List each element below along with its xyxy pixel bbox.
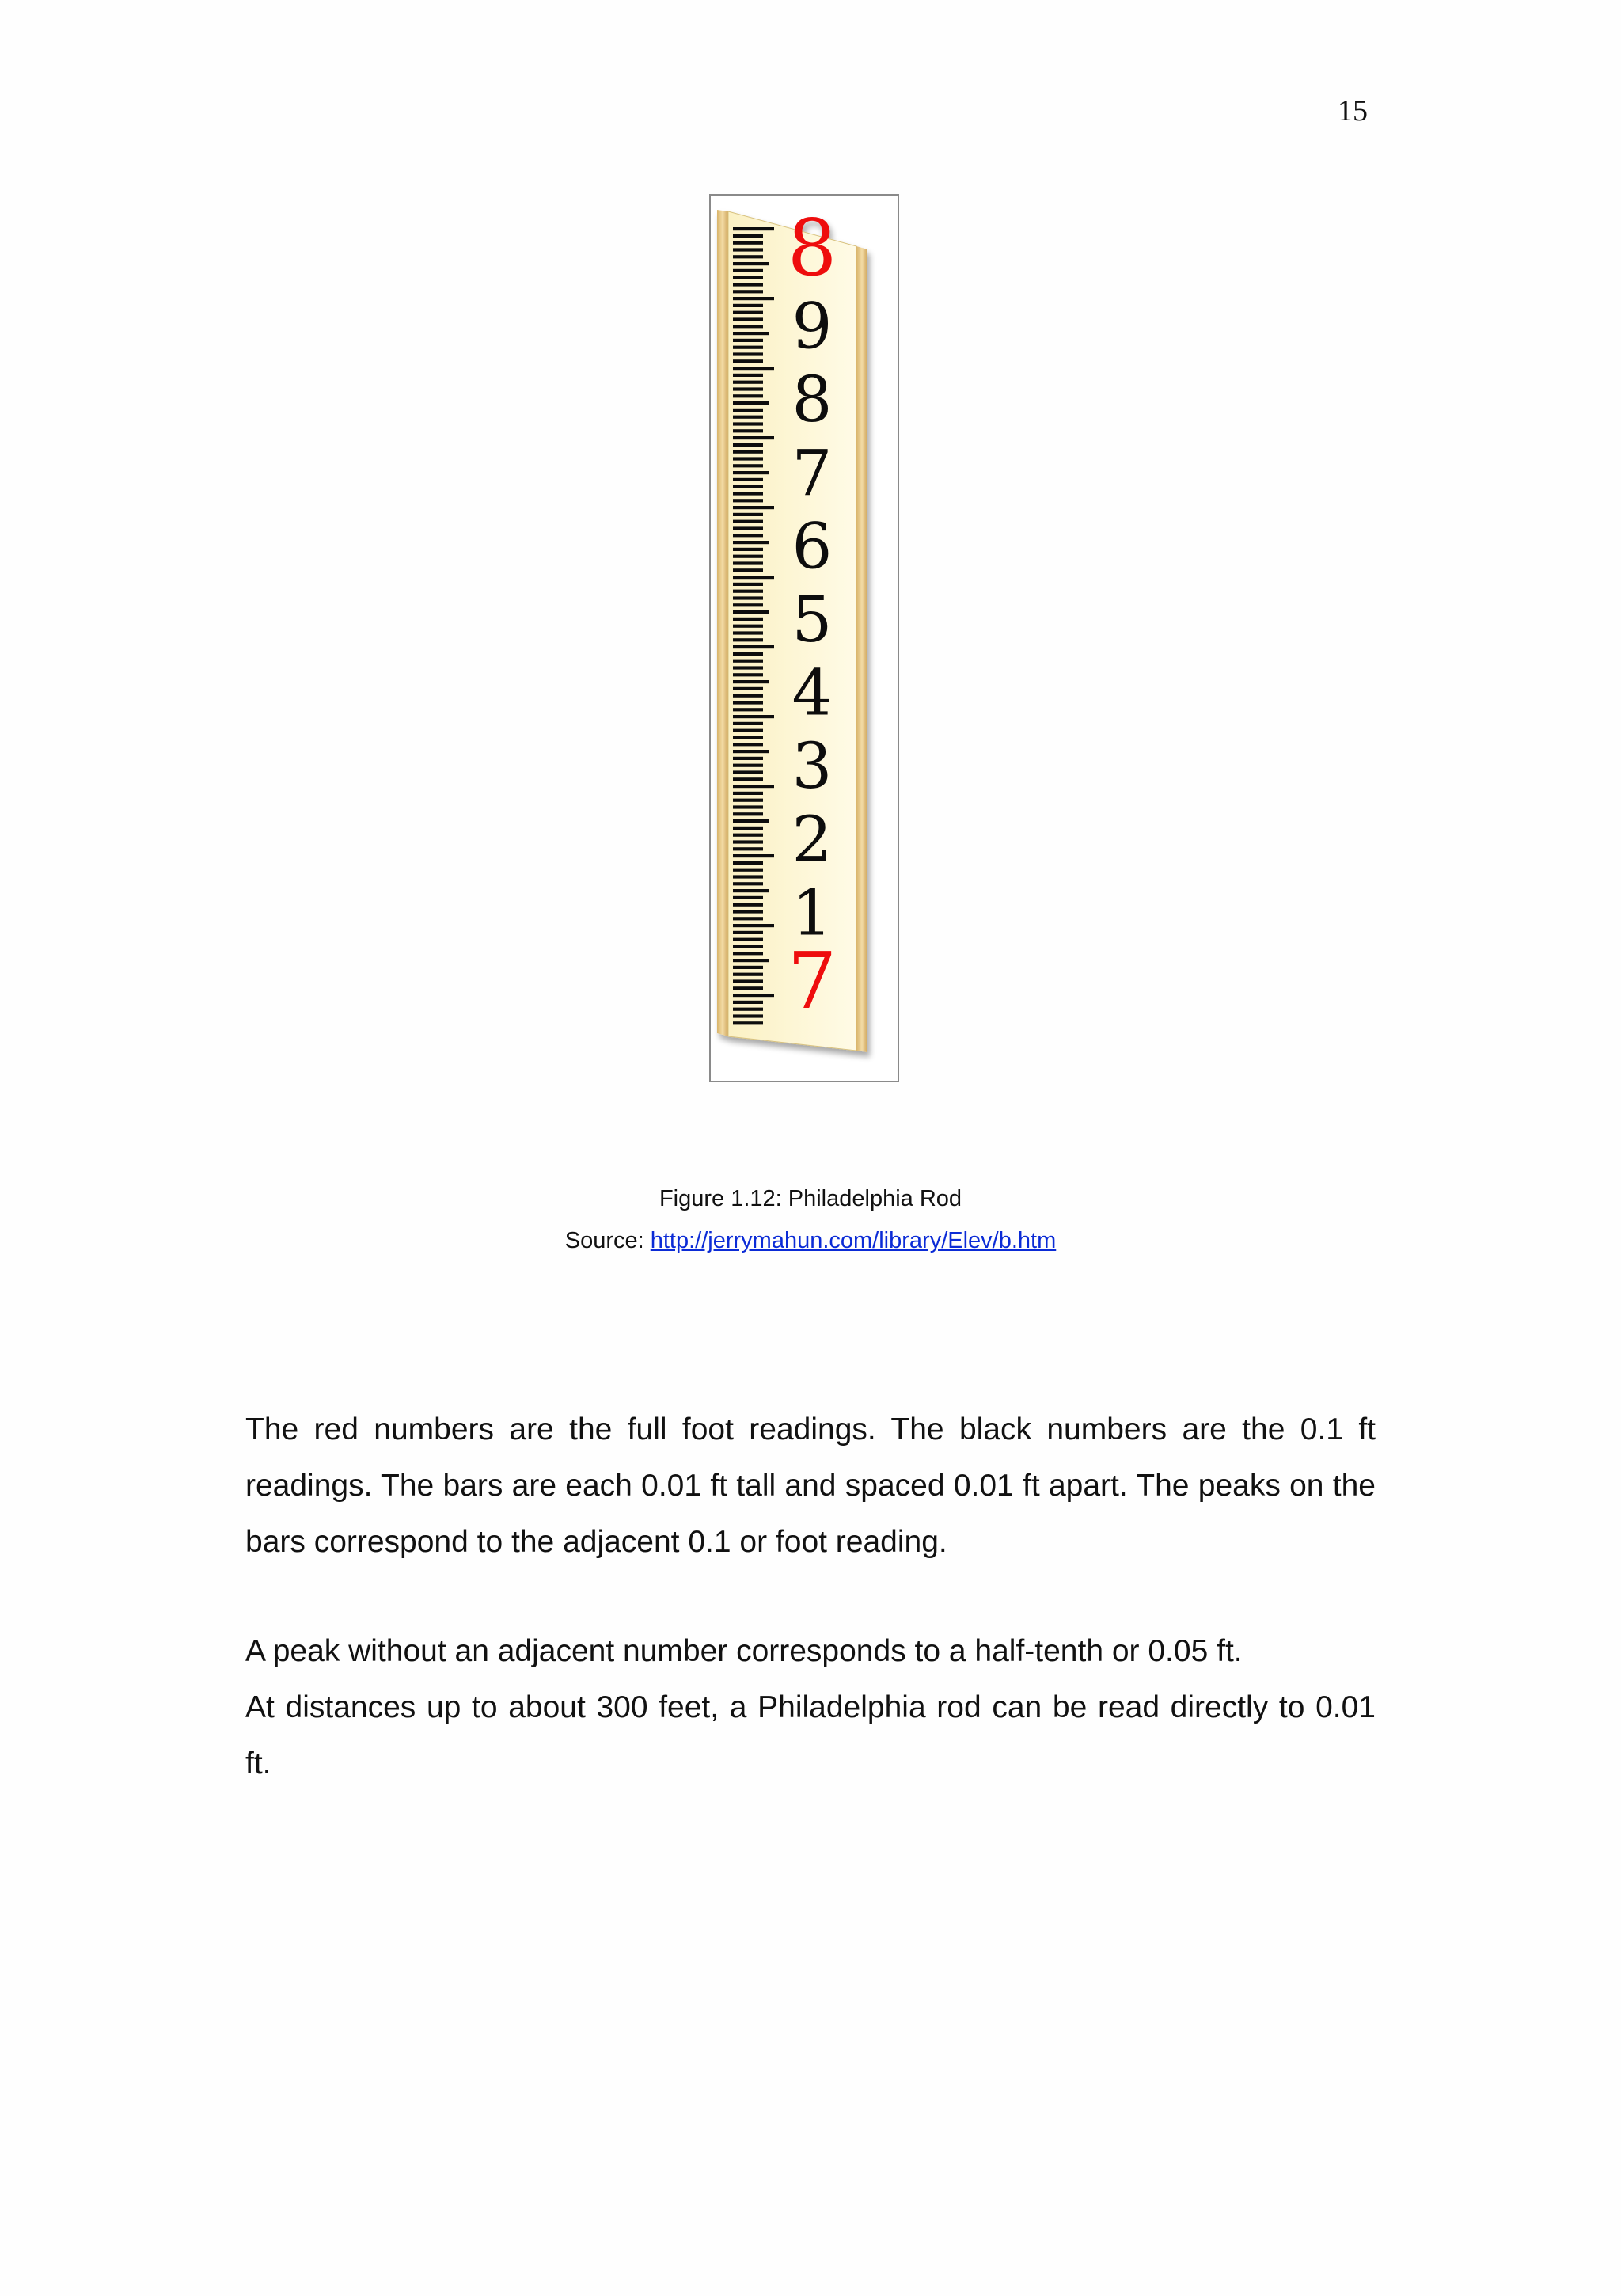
graduation-bar [733,352,763,355]
graduation-bar [733,443,763,447]
rod-foot-number: 7 [787,936,837,1027]
graduation-bar [733,603,763,606]
graduation-bar [733,910,763,913]
source-label: Source: [564,1228,651,1253]
paragraph-rod-readings: The red numbers are the full foot readings. The black numbers are the 0.1 ft readings. The bars are each 0.01 ft tall and spaced 0.01 ft apart. The peaks on the bars correspond to the adjacent 0.1 or foot reading. [245,1412,1376,1559]
rod-right-edge [856,246,867,1052]
graduation-bar [733,596,763,599]
graduation-bar [733,227,774,230]
graduation-bar [733,882,763,885]
rod-tenth-number: 3 [792,729,833,804]
graduation-bar [733,561,763,564]
graduation-bar [733,297,774,300]
graduation-bar [733,952,763,955]
graduation-bar [733,269,763,272]
graduation-bar [733,409,763,412]
figure-caption: Figure 1.12: Philadelphia Rod [659,1186,962,1211]
graduation-bar [733,799,763,802]
paragraph-reading-distance: At distances up to about 300 feet, a Philadelphia rod can be read directly to 0.01 ft. [245,1690,1376,1781]
graduation-bar [733,660,763,663]
graduation-bar [733,304,763,307]
graduation-bar [733,464,763,467]
graduation-bar [733,729,763,732]
rod-tenth-number: 9 [792,289,833,363]
graduation-bar [733,387,763,390]
graduation-bar [733,785,774,788]
graduation-bar [733,374,763,377]
graduation-bar [733,429,763,432]
graduation-bar [733,332,769,335]
graduation-bar [733,777,763,781]
graduation-bar [733,534,763,537]
graduation-bar [733,610,769,614]
rod-tenth-number: 8 [792,363,833,437]
graduation-bar [733,861,763,865]
graduation-bar [733,750,769,753]
graduation-bar [733,743,763,746]
graduation-bar [733,436,774,439]
graduation-bar [733,687,763,690]
graduation-bar [733,840,763,843]
graduation-bar [733,917,763,920]
graduation-bar [733,645,774,648]
graduation-bar [733,311,763,314]
graduation-bar [733,583,763,586]
graduation-bar [733,966,763,969]
graduation-bar [733,317,763,321]
graduation-bar [733,764,763,767]
graduation-bar [733,422,763,425]
graduation-bar [733,290,763,293]
graduation-bar [733,568,763,572]
graduation-bar [733,812,763,815]
graduation-bar [733,513,763,516]
graduation-bar [733,827,763,830]
graduation-bar [733,931,763,934]
graduation-bar [733,492,763,495]
graduation-bar [733,625,763,628]
graduation-bar [733,979,763,983]
graduation-bar [733,576,774,579]
graduation-bar [733,945,763,948]
figure-frame [709,194,899,1082]
graduation-bar [733,499,763,502]
graduation-bar [733,325,763,328]
graduation-bar [733,847,763,850]
graduation-bar [733,819,769,823]
graduation-bar [733,1014,763,1017]
graduation-bar [733,590,763,593]
graduation-bar [733,276,763,279]
rod-left-edge [717,210,728,1036]
rod-tenth-number: 4 [792,656,833,730]
graduation-bar [733,394,763,397]
graduation-bar [733,924,774,927]
graduation-bar [733,694,763,698]
graduation-bar [733,722,763,725]
graduation-bar [733,478,763,481]
graduation-bar [733,792,763,795]
graduation-bar [733,973,763,976]
graduation-bar [733,638,763,641]
rod-tenth-number: 6 [792,509,833,584]
graduation-bar [733,896,763,899]
graduation-bar [733,541,769,544]
graduation-bar [733,631,763,634]
graduation-bar [733,701,763,704]
graduation-bar [733,938,763,941]
graduation-bar [733,241,763,245]
graduation-bar [733,986,763,990]
graduation-bar [733,248,763,251]
graduation-bar [733,869,763,872]
graduation-bar [733,875,763,878]
graduation-bar [733,555,763,558]
graduation-bar [733,1001,763,1004]
graduation-bar [733,339,763,342]
graduation-bar [733,854,774,857]
graduation-bar [733,367,774,370]
graduation-bar [733,805,763,808]
graduation-bar [733,234,763,238]
graduation-bar [733,283,763,286]
rod-tenth-number: 1 [792,876,833,950]
paragraph-half-tenth: A peak without an adjacent number corresponds to a half-tenth or 0.05 ft. [245,1634,1243,1668]
graduation-bar [733,889,769,892]
graduation-bar [733,903,763,907]
page-number: 15 [1338,94,1368,127]
graduation-bar [733,359,763,363]
graduation-bar [733,416,763,419]
graduation-bar [733,450,763,454]
graduation-bar [733,401,769,405]
graduation-bar [733,736,763,739]
graduation-bar [733,255,763,258]
graduation-bar [733,994,774,997]
graduation-bar [733,1021,763,1024]
graduation-bar [733,1008,763,1011]
rod-foot-number: 8 [787,203,837,294]
graduation-bar [733,770,763,774]
graduation-bar [733,471,769,474]
graduation-bar [733,708,763,711]
rod-numbers [788,203,837,1027]
graduation-bar [733,346,763,349]
graduation-bar [733,506,774,509]
figure-source [0,1228,1621,1254]
graduation-bar [733,381,763,384]
graduation-bar [733,666,763,669]
source-link[interactable]: http://jerrymahun.com/library/Elev/b.htm [650,1228,1057,1253]
graduation-bar [733,680,769,683]
graduation-bar [733,715,774,718]
graduation-bar [733,262,769,265]
graduation-bar [733,834,763,837]
graduation-bar [733,618,763,621]
graduation-bar [733,548,763,551]
graduation-bar [733,673,763,676]
graduation-bar [733,526,763,530]
graduation-bar [733,485,763,488]
rod-tenth-number: 7 [792,435,833,510]
graduation-bar [733,757,763,760]
graduation-bar [733,520,763,523]
rod-tenth-number: 5 [792,582,833,656]
rod-tenth-number: 2 [792,802,833,876]
graduation-bar [733,457,763,460]
philadelphia-rod-illustration [711,196,898,1081]
graduation-bar [733,959,769,962]
graduation-bar [733,652,763,656]
